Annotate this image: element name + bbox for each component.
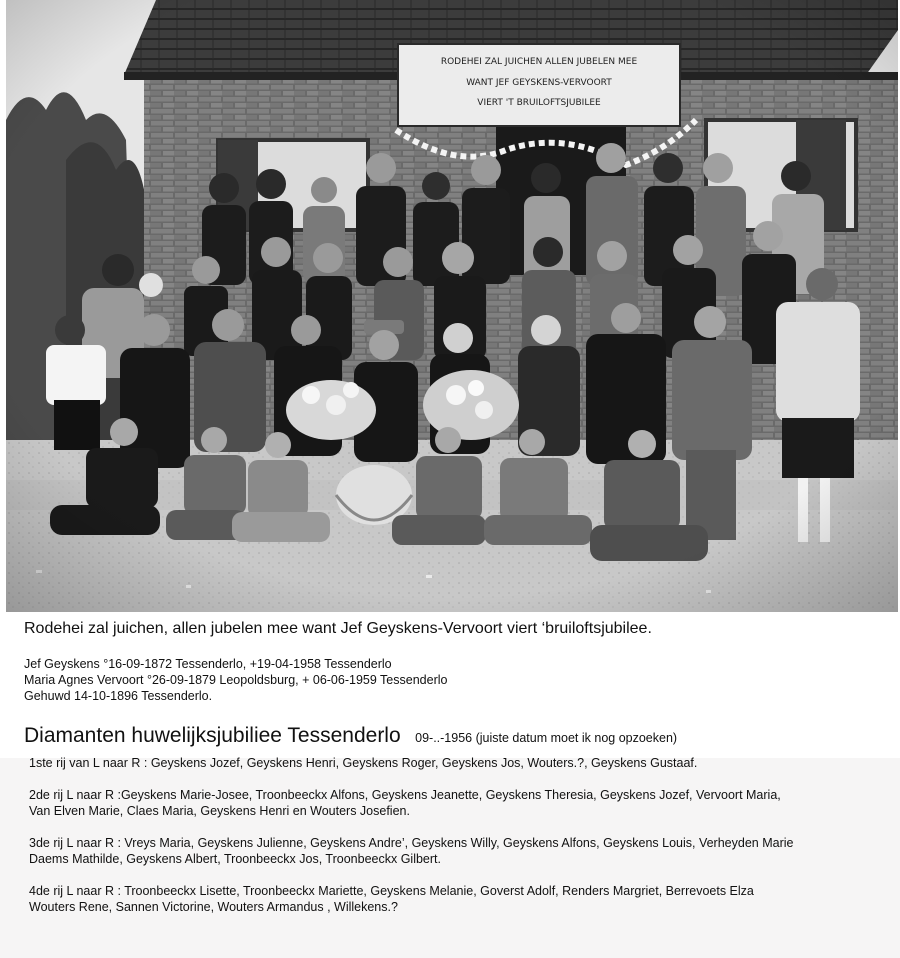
jubilee-title bbox=[24, 724, 677, 748]
row-caption-line: 4de rij L naar R : Troonbeeckx Lisette, Troonbeeckx Mariette, Geyskens Melanie, Goverst Adolf, Renders Margriet, Berrevoets Elza bbox=[29, 884, 754, 898]
bio-line: Gehuwd 14-10-1896 Tessenderlo. bbox=[24, 689, 213, 703]
row-caption-line: Daems Mathilde, Geyskens Albert, Troonbeeckx Jos, Troonbeeckx Gilbert. bbox=[29, 852, 441, 866]
row-caption-1 bbox=[29, 755, 879, 771]
row-caption-line: 1ste rij van L naar R : Geyskens Jozef, Geyskens Henri, Geyskens Roger, Geyskens Jos, Wouters.?, Geyskens Gustaaf. bbox=[29, 756, 698, 770]
row-caption-line: Van Elven Marie, Claes Maria, Geyskens Henri en Wouters Josefien. bbox=[29, 804, 410, 818]
row-captions bbox=[29, 755, 879, 931]
jubilee-date-note: 09-..-1956 (juiste datum moet ik nog opzoeken) bbox=[415, 731, 678, 745]
bio-line: Jef Geyskens °16-09-1872 Tessenderlo, +19-04-1958 Tessenderlo bbox=[24, 657, 392, 671]
row-caption-3 bbox=[29, 835, 879, 867]
bio-line: Maria Agnes Vervoort °26-09-1879 Leopoldsburg, + 06-06-1959 Tessenderlo bbox=[24, 673, 448, 687]
group-photo bbox=[6, 0, 898, 612]
row-caption-line: 3de rij L naar R : Vreys Maria, Geyskens Julienne, Geyskens Andre’, Geyskens Willy, Geyskens Alfons, Geyskens Louis, Verheyden Marie bbox=[29, 836, 794, 850]
motto-caption: Rodehei zal juichen, allen jubelen mee want Jef Geyskens-Vervoort viert ‘bruiloftsjubilee. bbox=[24, 620, 652, 637]
row-caption-2 bbox=[29, 787, 879, 819]
row-caption-line: 2de rij L naar R :Geyskens Marie-Josee, Troonbeeckx Alfons, Geyskens Jeanette, Geyskens Theresia, Geyskens Jozef, Vervoort Maria, bbox=[29, 788, 781, 802]
row-caption-line: Wouters Rene, Sannen Victorine, Wouters Armandus , Willekens.? bbox=[29, 900, 398, 914]
jubilee-title-text: Diamanten huwelijksjubiliee Tessenderlo bbox=[24, 724, 401, 747]
couple-bio bbox=[24, 656, 447, 704]
row-caption-4 bbox=[29, 883, 879, 915]
